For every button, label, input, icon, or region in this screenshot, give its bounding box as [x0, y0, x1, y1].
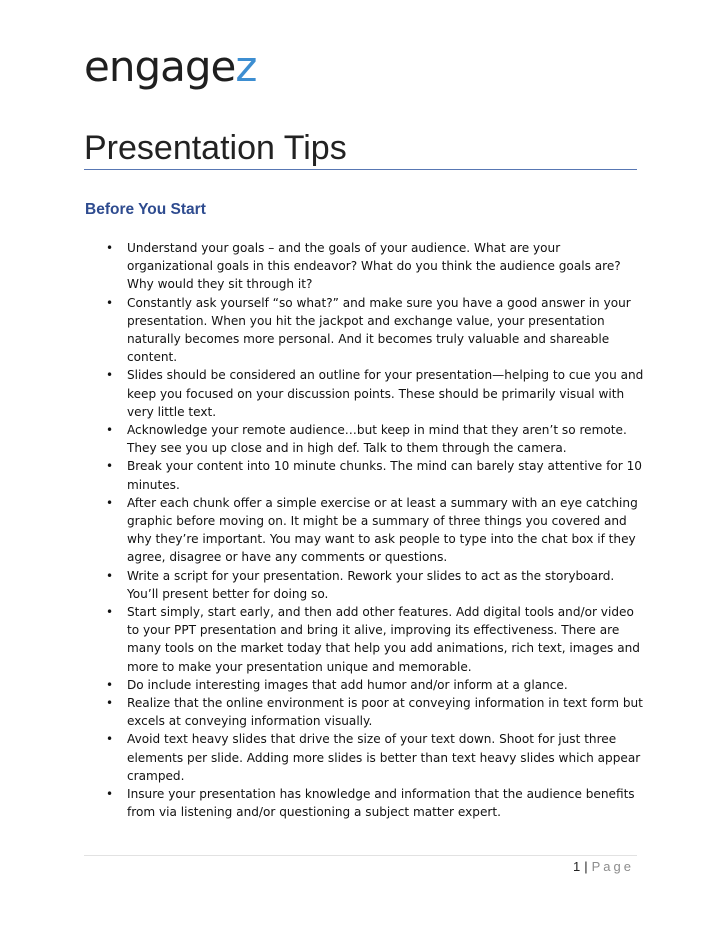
title-underline [84, 169, 637, 170]
list-item [106, 421, 646, 457]
list-item [106, 494, 646, 567]
list-item [106, 457, 646, 493]
footer-separator: | [584, 859, 588, 874]
engagez-logo [84, 42, 257, 91]
list-item [106, 603, 646, 676]
list-item [106, 239, 646, 294]
page-number: 1 [573, 859, 581, 874]
tip-text: Do include interesting images that add humor and/or inform at a glance. [127, 677, 568, 692]
tip-text: Break your content into 10 minute chunks. The mind can barely stay attentive for 10 minutes. [127, 459, 642, 492]
list-item [106, 567, 646, 603]
tip-text: Constantly ask yourself “so what?” and make sure you have a good answer in your presentation. When you hit the jackpot and exchange value, your presentation naturally becomes more personal. And it becomes truly valuable and shareable content. [127, 295, 631, 365]
bullet-icon: • [106, 368, 114, 383]
bullet-icon: • [106, 787, 114, 802]
bullet-icon: • [106, 696, 114, 711]
tip-text: Avoid text heavy slides that drive the size of your text down. Shoot for just three elements per slide. Adding more slides is better than text heavy slides which appear cramped. [127, 732, 641, 783]
tips-list [106, 239, 646, 822]
tip-text: Write a script for your presentation. Rework your slides to act as the storyboard. You’ll present better for doing so. [127, 568, 615, 601]
list-item [106, 294, 646, 367]
logo-text: engage [84, 42, 236, 91]
page-title: Presentation Tips [84, 129, 347, 167]
page-footer [573, 859, 634, 874]
bullet-icon: • [106, 568, 114, 583]
tip-text: After each chunk offer a simple exercise or at least a summary with an eye catching graphic before moving on. It might be a summary of three things you covered and why they’re important. You may want to ask people to type into the chat box if they agree, disagree or have any comments or questions. [127, 495, 638, 565]
list-item [106, 694, 646, 730]
list-item [106, 366, 646, 421]
list-item [106, 730, 646, 785]
tip-text: Insure your presentation has knowledge and information that the audience benefits from via listening and/or questioning a subject matter expert. [127, 787, 635, 820]
tip-text: Understand your goals – and the goals of your audience. What are your organizational goals in this endeavor? What do you think the audience goals are? Why would they sit through it? [127, 241, 621, 292]
bullet-icon: • [106, 241, 114, 255]
tip-text: Start simply, start early, and then add other features. Add digital tools and/or video to your PPT presentation and bring it alive, improving its effectiveness. There are many tools on the market today that help you add animations, rich text, images and more to make your presentation unique and memorable. [127, 605, 640, 674]
bullet-icon: • [106, 295, 114, 310]
bullet-icon: • [106, 495, 114, 510]
page-label: Page [591, 859, 634, 874]
tip-text: Realize that the online environment is poor at conveying information in text form but excels at conveying information visually. [127, 696, 643, 729]
bullet-icon: • [106, 459, 114, 474]
bullet-icon: • [106, 423, 114, 438]
list-item [106, 785, 646, 821]
bullet-icon: • [106, 677, 114, 692]
section-heading: Before You Start [85, 201, 206, 218]
bullet-icon: • [106, 732, 114, 747]
footer-divider [84, 855, 637, 856]
tip-text: Slides should be considered an outline for your presentation—helping to cue you and keep you focused on your discussion points. These should be primarily visual with very little text. [127, 368, 644, 419]
tip-text: Acknowledge your remote audience…but keep in mind that they aren’t so remote. They see you up close and in high def. Talk to them through the camera. [127, 423, 627, 456]
list-item [106, 676, 646, 694]
logo-accent-letter: z [235, 42, 257, 91]
bullet-icon: • [106, 605, 114, 620]
